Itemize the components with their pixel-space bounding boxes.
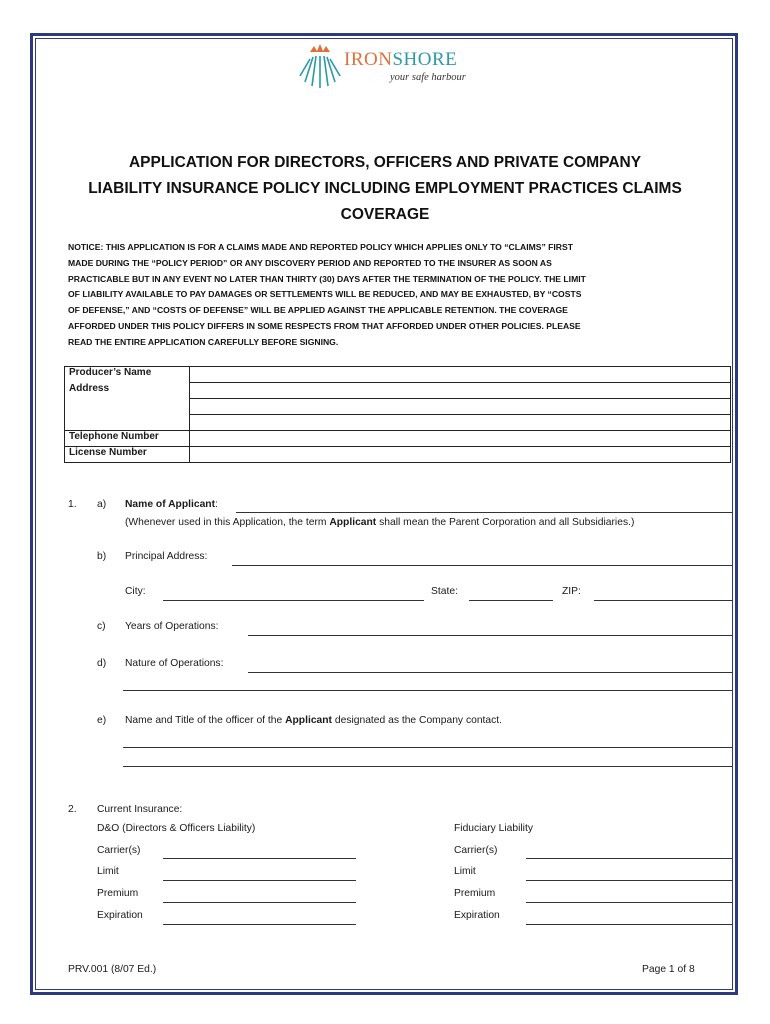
note-bold-term: Applicant bbox=[329, 517, 377, 528]
producer-name-field[interactable] bbox=[190, 367, 731, 383]
state-field[interactable] bbox=[469, 600, 553, 601]
address-label-spacer bbox=[65, 399, 190, 415]
telephone-field[interactable] bbox=[190, 431, 731, 447]
company-contact-label bbox=[125, 715, 502, 726]
q1b-letter: b) bbox=[97, 551, 107, 562]
q1-number: 1. bbox=[68, 499, 77, 510]
notice-line: NOTICE: THIS APPLICATION IS FOR A CLAIMS MADE AND REPORTED POLICY WHICH APPLIES ONLY TO “CLAIMS” FIRST bbox=[68, 242, 573, 252]
title-line-2: LIABILITY INSURANCE POLICY INCLUDING EMPLOYMENT PRACTICES CLAIMS bbox=[88, 180, 682, 197]
producer-table bbox=[64, 366, 731, 463]
applicant-name-field[interactable] bbox=[236, 512, 733, 513]
contact-text: designated as the Company contact. bbox=[332, 715, 503, 726]
address-field-3[interactable] bbox=[190, 415, 731, 431]
address-label: Address bbox=[65, 383, 190, 399]
company-contact-field-1[interactable] bbox=[123, 747, 733, 748]
telephone-label: Telephone Number bbox=[65, 431, 190, 447]
principal-address-field[interactable] bbox=[232, 565, 733, 566]
license-field[interactable] bbox=[190, 447, 731, 463]
contact-text: Name and Title of the officer of the bbox=[125, 715, 286, 726]
years-of-operations-label: Years of Operations: bbox=[125, 621, 219, 632]
notice-line: PRACTICABLE BUT IN ANY EVENT NO LATER THAN THIRTY (30) DAYS AFTER THE TERMINATION OF THE POLICY. THE LIMIT bbox=[68, 273, 586, 284]
fid-premium-label: Premium bbox=[454, 888, 496, 899]
do-liability-heading: D&O (Directors & Officers Liability) bbox=[97, 823, 256, 834]
note-text: (Whenever used in this Application, the term bbox=[125, 517, 330, 528]
state-label: State: bbox=[431, 586, 458, 597]
title-line-3: COVERAGE bbox=[340, 206, 430, 223]
nature-of-operations-label: Nature of Operations: bbox=[125, 658, 224, 669]
do-premium-field[interactable] bbox=[163, 902, 356, 903]
fid-limit-label: Limit bbox=[454, 866, 476, 877]
company-contact-field-2[interactable] bbox=[123, 766, 733, 767]
fid-expiration-label: Expiration bbox=[454, 910, 500, 921]
notice-line: AFFORDED UNDER THIS POLICY DIFFERS IN SOME RESPECTS FROM THAT AFFORDED UNDER OTHER POLICIES. PLEASE bbox=[68, 320, 581, 331]
q1d-letter: d) bbox=[97, 658, 107, 669]
title-line-1: APPLICATION FOR DIRECTORS, OFFICERS AND PRIVATE COMPANY bbox=[128, 154, 642, 171]
fiduciary-liability-heading: Fiduciary Liability bbox=[454, 823, 533, 834]
address-label-spacer bbox=[65, 415, 190, 431]
logo-tagline: your safe harbour bbox=[390, 72, 466, 83]
applicant-name-label-colon: : bbox=[215, 499, 218, 510]
notice-paragraph bbox=[68, 240, 708, 351]
zip-label: ZIP: bbox=[562, 586, 581, 597]
fid-carrier-label: Carrier(s) bbox=[454, 845, 498, 856]
q2-number: 2. bbox=[68, 804, 77, 815]
current-insurance-label: Current Insurance: bbox=[97, 804, 183, 815]
ironshore-logo-icon bbox=[298, 42, 342, 92]
city-label: City: bbox=[125, 586, 146, 597]
note-text: shall mean the Parent Corporation and all Subsidiaries.) bbox=[376, 517, 635, 528]
do-premium-label: Premium bbox=[97, 888, 139, 899]
notice-line: OF DEFENSE,” AND “COSTS OF DEFENSE” WILL BE APPLIED AGAINST THE APPLICABLE RETENTION. THE COVERAGE bbox=[68, 305, 568, 316]
nature-of-operations-field-1[interactable] bbox=[248, 672, 733, 673]
fid-premium-field[interactable] bbox=[526, 902, 733, 903]
fid-carrier-field[interactable] bbox=[526, 858, 733, 859]
applicant-name-label bbox=[125, 499, 218, 510]
notice-line: MADE DURING THE “POLICY PERIOD” OR ANY DISCOVERY PERIOD AND REPORTED TO THE INSURER AS SOON AS bbox=[68, 257, 552, 268]
form-id: PRV.001 (8/07 Ed.) bbox=[68, 964, 157, 975]
years-of-operations-field[interactable] bbox=[248, 635, 733, 636]
fid-expiration-field[interactable] bbox=[526, 924, 733, 925]
do-limit-label: Limit bbox=[97, 866, 119, 877]
q1a-letter: a) bbox=[97, 499, 107, 510]
logo-wordmark-shore: SHORE bbox=[392, 49, 458, 70]
address-field-1[interactable] bbox=[190, 383, 731, 399]
do-carrier-label: Carrier(s) bbox=[97, 845, 141, 856]
applicant-definition-note bbox=[125, 517, 634, 528]
do-limit-field[interactable] bbox=[163, 880, 356, 881]
city-field[interactable] bbox=[163, 600, 424, 601]
q1e-letter: e) bbox=[97, 715, 107, 726]
address-field-2[interactable] bbox=[190, 399, 731, 415]
logo-wordmark-iron: IRON bbox=[344, 49, 393, 70]
notice-line: OF LIABILITY AVAILABLE TO PAY DAMAGES OR SETTLEMENTS WILL BE REDUCED, AND MAY BE EXHAUSTED, BY “COSTS bbox=[68, 289, 582, 300]
nature-of-operations-field-2[interactable] bbox=[123, 690, 733, 691]
principal-address-label: Principal Address: bbox=[125, 551, 208, 562]
do-expiration-label: Expiration bbox=[97, 910, 143, 921]
page-number: Page 1 of 8 bbox=[642, 964, 695, 975]
document-title bbox=[60, 150, 710, 228]
license-label: License Number bbox=[65, 447, 190, 463]
fid-limit-field[interactable] bbox=[526, 880, 733, 881]
do-expiration-field[interactable] bbox=[163, 924, 356, 925]
contact-bold-term: Applicant bbox=[285, 715, 332, 726]
producer-name-label: Producer’s Name bbox=[65, 367, 190, 383]
logo-wordmark bbox=[344, 49, 457, 71]
do-carrier-field[interactable] bbox=[163, 858, 356, 859]
q1c-letter: c) bbox=[97, 621, 106, 632]
applicant-name-label-text: Name of Applicant bbox=[125, 499, 216, 510]
zip-field[interactable] bbox=[594, 600, 733, 601]
notice-line: READ THE ENTIRE APPLICATION CAREFULLY BEFORE SIGNING. bbox=[68, 336, 339, 347]
